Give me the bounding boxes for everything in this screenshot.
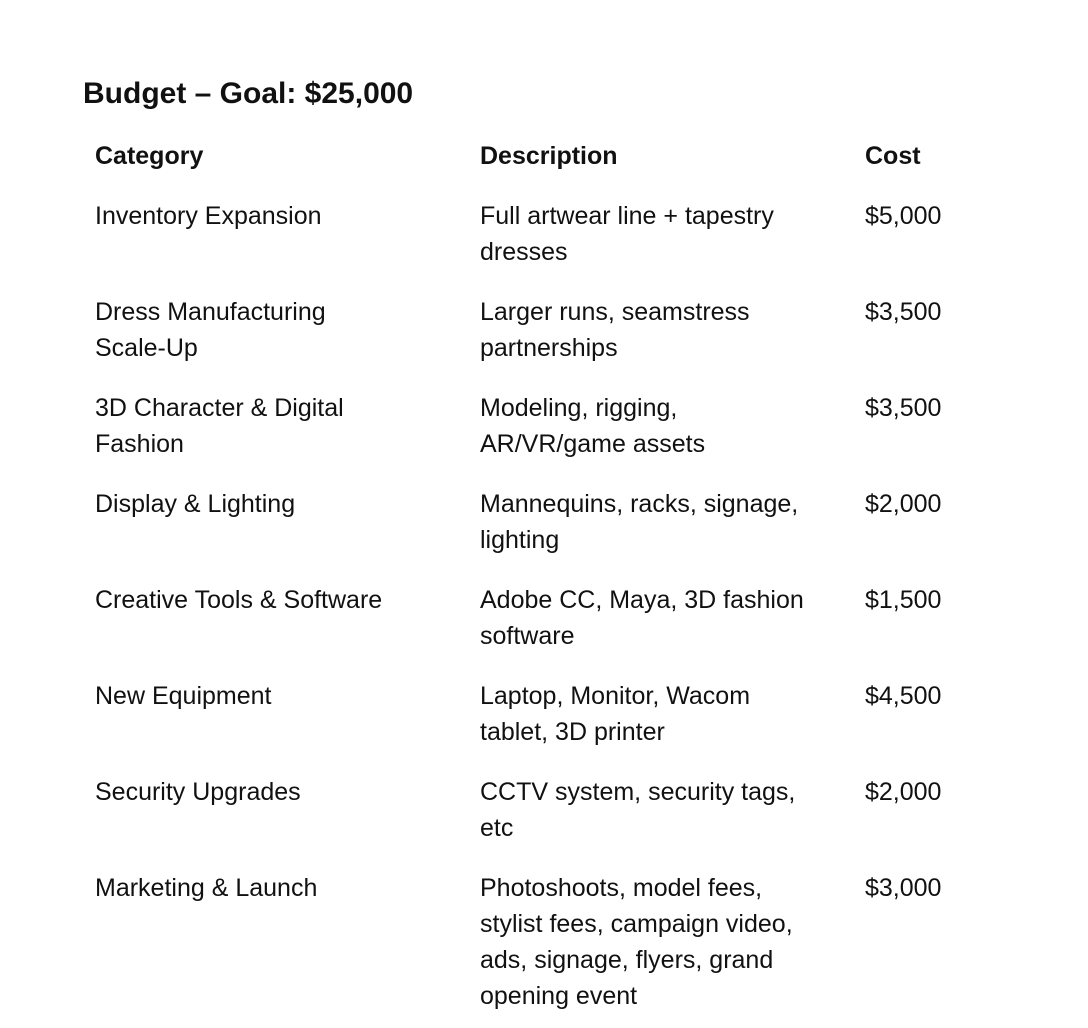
row-category: Inventory Expansion xyxy=(95,202,322,230)
header-cost: Cost xyxy=(865,142,921,170)
row-category: Creative Tools & Software xyxy=(95,586,383,614)
row-category: Dress Manufacturing Scale-Up xyxy=(95,298,326,362)
header-category: Category xyxy=(95,142,204,170)
table-row xyxy=(95,582,975,678)
row-description: Photoshoots, model fees, stylist fees, campaign video, ads, signage, flyers, grand opening event xyxy=(480,874,793,1010)
table-row xyxy=(95,678,975,774)
row-description: Adobe CC, Maya, 3D fashion software xyxy=(480,586,804,650)
row-cost: $3,500 xyxy=(865,298,942,326)
table-row xyxy=(95,486,975,582)
row-cost: $4,500 xyxy=(865,682,942,710)
table-row xyxy=(95,870,975,1014)
row-category: Display & Lighting xyxy=(95,490,296,518)
row-cost: $3,500 xyxy=(865,394,942,422)
row-cost: $2,000 xyxy=(865,778,942,806)
budget-table xyxy=(95,138,975,1014)
row-description: Laptop, Monitor, Wacom tablet, 3D printer xyxy=(480,682,751,746)
row-cost: $5,000 xyxy=(865,202,942,230)
row-description: Mannequins, racks, signage, lighting xyxy=(480,490,799,554)
row-cost: $1,500 xyxy=(865,586,942,614)
row-category: 3D Character & Digital Fashion xyxy=(95,394,344,458)
row-category: Marketing & Launch xyxy=(95,874,318,902)
row-cost: $3,000 xyxy=(865,874,942,902)
row-description: Modeling, rigging, AR/VR/game assets xyxy=(480,394,706,458)
table-row xyxy=(95,198,975,294)
row-cost: $2,000 xyxy=(865,490,942,518)
table-header-row xyxy=(95,138,975,198)
table-row xyxy=(95,774,975,870)
budget-title: Budget – Goal: $25,000 xyxy=(83,77,414,110)
row-description: Larger runs, seamstress partnerships xyxy=(480,298,750,362)
table-row xyxy=(95,294,975,390)
row-description: Full artwear line + tapestry dresses xyxy=(480,202,774,266)
header-description: Description xyxy=(480,142,618,170)
row-description: CCTV system, security tags, etc xyxy=(480,778,796,842)
row-category: New Equipment xyxy=(95,682,272,710)
table-row xyxy=(95,390,975,486)
row-category: Security Upgrades xyxy=(95,778,301,806)
